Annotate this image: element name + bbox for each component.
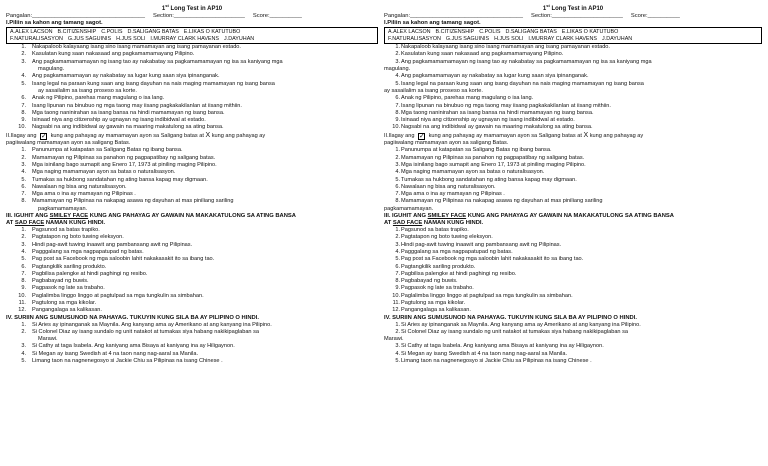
part2-list <box>6 147 378 213</box>
question-number: 3. <box>395 241 400 248</box>
choice-j: J.DAYUHAN <box>224 35 255 42</box>
section-field[interactable]: Section:______________________ <box>152 13 245 19</box>
choice-e: E.LIKAS O KATUTUBO <box>183 29 241 35</box>
question-text: Anak ng Pilipino, parehas mang magulang o isa lang. <box>401 95 534 102</box>
student-info-row <box>6 13 378 20</box>
question-text-cont: magulang. <box>384 66 411 73</box>
question-text: Hindi pag-awit tuwing inaawit ang pambansang awit ng Pilipinas. <box>32 241 193 248</box>
part2-instruction-cont: pagiiwalang mamamayan ayon sa saligang Batas. <box>384 140 509 147</box>
question-number: 1. <box>21 147 26 154</box>
question-text: Si Megan ay isang Swedish at 4 na taon nang nag-aaral sa Manila. <box>401 350 568 357</box>
question-number: 6. <box>395 183 400 190</box>
name-field[interactable]: Pangalan:___________________________________ <box>384 13 523 19</box>
question-text: Pagsunod sa batas trapiko. <box>32 227 100 234</box>
question-number: 4. <box>21 350 26 357</box>
question-text: Tumakas sa hukbong sandatahan ng ating bansa kapag may digmaan. <box>32 176 208 183</box>
part2-instruction: II.Ilagay ang ✓ kung ang pahayag ay mamamayan ayon sa Saligang batas at X kung ang pahayag ay <box>6 131 266 140</box>
question-number: 4. <box>395 73 400 80</box>
question-number: 3. <box>21 58 26 65</box>
check-box-icon: ✓ <box>419 132 425 140</box>
question-item <box>6 249 378 256</box>
question-number: 10. <box>18 124 26 131</box>
question-item <box>384 307 762 314</box>
question-item <box>384 117 762 124</box>
question-text: Mamamayan ng Pilipinas na nakapag asawa ng dayuhan at mas piniliang sariling <box>401 198 603 205</box>
question-text: Limang taon na nagnenegosyo si Jackie Chiu sa Pilipinas na isang Chinese . <box>401 358 592 365</box>
question-item <box>384 300 762 307</box>
question-item <box>6 147 378 154</box>
question-number: 11. <box>18 299 26 306</box>
choice-b: B.CITIZENSHIP <box>435 29 475 35</box>
question-number: 4. <box>395 350 400 357</box>
question-item <box>6 191 378 198</box>
question-text-cont: magulang. <box>38 66 65 73</box>
question-text: Nakapaloob kalayaang isang sino isang mamamayan ang isang pamayanan estado. <box>401 44 610 51</box>
part2-instruction: II.Ilagay ang ✓ kung ang pahayag ay mamamayan ayon sa Saligang batas at X kung ang pahayag ay <box>384 131 644 140</box>
question-text: Mga isinilang bago sumapit ang Enero 17, 1973 at piniling maging Pilipino. <box>32 161 217 168</box>
question-item <box>6 59 378 66</box>
choice-e: E.LIKAS O KATUTUBO <box>561 29 619 35</box>
question-number: 1. <box>395 44 400 51</box>
question-item <box>6 198 378 205</box>
question-item <box>384 249 762 256</box>
part3-heading: III. IGUHIT ANG SMILEY FACE KUNG ANG PAHAYAG AY GAWAIN NA MAKAKATULONG SA ATING BANSA <box>6 213 296 220</box>
question-number: 8. <box>395 109 400 116</box>
question-number: 1. <box>395 147 400 154</box>
question-text: Nawalaan ng bisa ang naturalisasyon. <box>401 183 496 190</box>
question-text: Pagbilisa palengke at hindi paghingi ng resibo. <box>401 270 517 277</box>
check-box-icon: ✓ <box>41 132 47 140</box>
question-text: Mga taong naninirahan sa isang bansa na hindi mamamayan ng isang bansa. <box>401 109 594 116</box>
question-text: Pagbilisa palengke at hindi paghingi ng resibo. <box>32 270 148 277</box>
question-item <box>6 264 378 271</box>
question-item <box>384 271 762 278</box>
choice-i: I.MURRAY CLARK HAVENS <box>528 35 598 42</box>
question-number: 9. <box>21 285 26 292</box>
question-number: 3. <box>21 161 26 168</box>
question-text: Pagtangkilik sariling produkto. <box>32 263 107 270</box>
question-number: 7. <box>21 270 26 277</box>
question-number: 3. <box>395 161 400 168</box>
question-number: 2. <box>21 51 26 58</box>
question-item <box>384 103 762 110</box>
part3-list <box>384 227 762 315</box>
question-item <box>6 66 378 73</box>
question-number: 6. <box>21 263 26 270</box>
question-item <box>384 191 762 198</box>
question-item <box>6 155 378 162</box>
question-number: 10. <box>392 292 400 299</box>
question-number: 10. <box>18 292 26 299</box>
score-field[interactable]: Score:__________ <box>630 13 680 19</box>
x-mark-icon: X <box>583 131 589 139</box>
word-bank-row-1 <box>10 29 374 36</box>
question-number: 7. <box>395 191 400 198</box>
question-text: Si Aries ay ipinanganak sa Maynila. Ang kanyang ama ay Amerikano at ang kanyang ina Pilipino. <box>401 321 641 328</box>
question-text: Ang pagkamamamayan ay nakabatay sa lugar kung saan siya ipinanganak. <box>32 73 220 80</box>
question-item <box>384 293 762 300</box>
question-text: Ang pagkamamamayan ay nakabatay sa lugar kung saan siya ipinanganak. <box>401 73 589 80</box>
question-text: Isang legal na paraan kung saan ang isang dayuhan na nais maging mamamayan ng isang bansa <box>401 80 644 87</box>
question-item <box>384 81 762 88</box>
question-text: Pagtulong sa mga kikolar. <box>401 299 466 306</box>
question-number: 3. <box>395 343 400 350</box>
part2-instruction-cont: pagiiwalang mamamayan ayon sa saligang Batas. <box>6 140 131 147</box>
test-title: 1st Long Test in AP10 <box>161 3 223 12</box>
question-text: Panunumpa at katapatan sa Saligang Batas ng ibang bansa. <box>32 147 183 154</box>
question-item <box>6 177 378 184</box>
question-item <box>6 256 378 263</box>
question-number: 5. <box>395 256 400 263</box>
choice-d: D.SALIGANG BATAS <box>127 29 179 35</box>
part4-heading: IV. SURIIN ANG SUMUSUNOD NA PAHAYAG. TUKUYIN KUNG SILA BA AY PILIPINO O HINDI. <box>384 314 637 321</box>
question-number: 9. <box>395 117 400 124</box>
question-item <box>384 95 762 102</box>
question-item <box>6 343 378 350</box>
choice-j: J.DAYUHAN <box>602 35 633 42</box>
part3-heading-cont: AT SAD FACE NAMAN KUNG HINDI. <box>6 220 106 227</box>
question-number: 5. <box>21 256 26 263</box>
question-item <box>384 169 762 176</box>
question-text: Si Colonel Diaz ay isang sundalo ng unit natakot at tumakas siya habang nakikipaglaban sa <box>32 328 260 335</box>
question-text: Pangangalaga sa kalikasan. <box>401 307 471 314</box>
part3-heading-cont: AT SAD FACE NAMAN KUNG HINDI. <box>384 220 484 227</box>
question-text: Isinaad niya ang citizenship ay ugnayan ng isang indibidwal at estado. <box>401 117 575 124</box>
part1-heading: I.Piliin sa kahon ang tamang sagot. <box>6 20 103 26</box>
question-text: Mamamayan ng Pilipinas sa panahon ng pagpapatibay ng saligang batas. <box>401 154 585 161</box>
question-text: Pagpasok ng late sa trabaho. <box>32 285 105 292</box>
question-number: 8. <box>395 278 400 285</box>
question-item <box>384 336 762 343</box>
question-text: Nawalaan ng bisa ang naturalisasyon. <box>32 183 127 190</box>
question-item <box>384 51 762 58</box>
word-bank <box>6 27 378 44</box>
question-text: Pagtatapon ng boto tuwing eleksyon. <box>401 234 493 241</box>
question-number: 5. <box>395 176 400 183</box>
question-text: Isang lipunan na binubuo ng mga taong may iisang pagkakakilanlan at iisang mithiin. <box>401 102 611 109</box>
question-item <box>384 162 762 169</box>
question-item <box>6 278 378 285</box>
question-text: Mga isinilang bago sumapit ang Enero 17, 1973 at piniling maging Pilipino. <box>401 161 586 168</box>
question-text: Kasulatan kung saan nakasaad ang pagkamamamayang Pilipino. <box>401 51 564 58</box>
question-item <box>384 234 762 241</box>
question-text: Mga naging mamamayan ayon sa batas o naturalisasyon. <box>32 169 176 176</box>
question-item <box>6 110 378 117</box>
name-field[interactable]: Pangalan:___________________________________ <box>6 13 145 19</box>
part1-heading: I.Piliin sa kahon ang tamang sagot. <box>384 20 481 26</box>
question-text: Mga taong naninirahan sa isang bansa na hindi mamamayan ng isang bansa. <box>32 109 225 116</box>
question-text: Nagsabi na ang indibidwal ay gawain na maaring makatulong sa ating bansa. <box>32 124 224 131</box>
question-text: Isang legal na paraan kung saan ang isang dayuhan na nais maging mamamayan ng isang bansa <box>32 80 275 87</box>
question-text: Pagtulong sa mga kikolar. <box>32 299 97 306</box>
question-number: 8. <box>21 278 26 285</box>
question-item <box>6 358 378 365</box>
question-text-cont: Marawi. <box>384 336 404 343</box>
question-item <box>384 73 762 80</box>
question-item <box>384 227 762 234</box>
choice-a: A.ALEX LACSON <box>10 29 53 35</box>
score-field[interactable]: Score:__________ <box>252 13 302 19</box>
question-text: Pagggalang sa mga nagpapatupad ng batas. <box>401 248 513 255</box>
question-text: Anak ng Pilipino, parehas mang magulang o isa lang. <box>32 95 165 102</box>
question-item <box>6 300 378 307</box>
question-number: 6. <box>395 95 400 102</box>
question-item <box>384 124 762 131</box>
question-item <box>384 59 762 66</box>
question-item <box>6 329 378 336</box>
question-text: Isang lipunan na binubuo ng mga taong may iisang pagkakakilanlan at iisang mithiin. <box>32 102 242 109</box>
test-title: 1st Long Test in AP10 <box>542 3 604 12</box>
question-item <box>384 155 762 162</box>
question-text: Si Aries ay ipinanganak sa Maynila. Ang kanyang ama ay Amerikano at ang kanyang ina Pilipino. <box>32 321 272 328</box>
choice-b: B.CITIZENSHIP <box>57 29 97 35</box>
question-item <box>6 95 378 102</box>
question-text-cont: Marawi. <box>38 336 58 343</box>
question-number: 11. <box>392 299 400 306</box>
question-text: Isinaad niya ang citizenship ay ugnayan ng isang indibidwal at estado. <box>32 117 206 124</box>
question-text: Kasulatan kung saan nakasaad ang pagkamamamayang Pilipino. <box>32 51 195 58</box>
question-item <box>6 169 378 176</box>
question-text: Mga naging mamamayan ayon sa batas o naturalisasyon. <box>401 169 545 176</box>
question-number: 8. <box>21 109 26 116</box>
question-number: 10. <box>392 124 400 131</box>
question-item <box>6 88 378 95</box>
question-number: 1. <box>21 321 26 328</box>
question-text: Pagbabayad ng buwis. <box>32 278 89 285</box>
question-number: 4. <box>395 169 400 176</box>
part3-heading: III. IGUHIT ANG SMILEY FACE KUNG ANG PAHAYAG AY GAWAIN NA MAKAKATULONG SA ATING BANSA <box>384 213 674 220</box>
question-item <box>6 227 378 234</box>
question-number: 1. <box>21 44 26 51</box>
question-number: 2. <box>395 154 400 161</box>
choice-c: C.POLIS <box>479 29 501 35</box>
question-item <box>6 81 378 88</box>
choice-g: G.JUS SAGUINIS <box>67 35 112 42</box>
question-number: 2. <box>395 328 400 335</box>
question-item <box>384 329 762 336</box>
question-item <box>6 307 378 314</box>
question-text: Ang pagkamamamamayan ng isang tao ay nakabatay sa pagkamamamayan ng isa sa kaniyang mga <box>401 58 652 65</box>
question-item <box>6 234 378 241</box>
question-item <box>6 44 378 51</box>
question-text: Mamamayan ng Pilipinas sa panahon ng pagpapatibay ng saligang batas. <box>32 154 216 161</box>
part1-list <box>384 44 762 132</box>
question-item <box>384 242 762 249</box>
question-number: 3. <box>21 241 26 248</box>
question-number: 4. <box>395 248 400 255</box>
question-number: 2. <box>395 51 400 58</box>
question-number: 7. <box>21 191 26 198</box>
question-item <box>384 343 762 350</box>
question-item <box>384 110 762 117</box>
part4-heading: IV. SURIIN ANG SUMUSUNOD NA PAHAYAG. TUKUYIN KUNG SILA BA AY PILIPINO O HINDI. <box>6 314 259 321</box>
question-item <box>384 88 762 95</box>
choice-i: I.MURRAY CLARK HAVENS <box>150 35 220 42</box>
question-text: Pagtatapon ng boto tuwing eleksyon. <box>32 234 124 241</box>
part1-list <box>6 44 378 132</box>
question-item <box>6 51 378 58</box>
question-number: 12. <box>392 307 400 314</box>
question-item <box>6 117 378 124</box>
question-item <box>384 184 762 191</box>
question-item <box>384 198 762 205</box>
question-number: 4. <box>21 248 26 255</box>
choice-g: G.JUS SAGUINIS <box>445 35 490 42</box>
question-item <box>384 177 762 184</box>
question-text: Hindi pag-awit tuwing inaawit ang pambansang awit ng Pilipinas. <box>401 241 562 248</box>
question-text: Si Colonel Diaz ay isang sundalo ng unit natakot at tumakas siya habang nakikipaglaban sa <box>401 328 629 335</box>
question-item <box>384 285 762 292</box>
question-number: 4. <box>21 73 26 80</box>
word-bank <box>384 27 762 44</box>
question-item <box>6 242 378 249</box>
question-item <box>6 285 378 292</box>
question-number: 3. <box>395 58 400 65</box>
question-number: 5. <box>21 358 26 365</box>
question-text: Pag post sa Facebook ng mga saloobin lahit nakakasakit ito sa ibang tao. <box>32 256 215 263</box>
question-item <box>6 162 378 169</box>
question-item <box>6 184 378 191</box>
question-number: 2. <box>21 154 26 161</box>
question-text: Paglalimba linggo linggo at pagtulpad sa mga tungkulin sa simbahan. <box>32 292 204 299</box>
part3-list <box>6 227 378 315</box>
question-item <box>6 293 378 300</box>
question-number: 8. <box>395 198 400 205</box>
question-item <box>384 278 762 285</box>
question-text: Mga ama o ina ay mamayan ng Pilipinas . <box>32 191 136 198</box>
question-text: Pagggalang sa mga nagpapatupad ng batas. <box>32 248 144 255</box>
question-item <box>6 124 378 131</box>
question-text: Limang taon na nagnenegosyo si Jackie Chiu sa Pilipinas na isang Chinese . <box>32 358 223 365</box>
question-text: Si Megan ay isang Swedish at 4 na taon nang nag-aaral sa Manila. <box>32 350 199 357</box>
question-number: 12. <box>18 307 26 314</box>
question-number: 6. <box>395 263 400 270</box>
part4-list <box>6 322 378 366</box>
question-item <box>384 147 762 154</box>
question-text: Pagpasok ng late sa trabaho. <box>401 285 474 292</box>
choice-a: A.ALEX LACSON <box>388 29 431 35</box>
question-item <box>384 264 762 271</box>
choice-f: F.NATURALISASYON <box>388 35 441 42</box>
question-text-cont: pagkamamamayan. <box>38 205 88 212</box>
question-text: Paglalimba linggo linggo at pagtulpad sa mga tungkulin sa simbahan. <box>401 292 573 299</box>
question-text-cont: pagkamamamayan. <box>384 205 434 212</box>
question-item <box>6 103 378 110</box>
question-number: 7. <box>395 102 400 109</box>
question-text-cont: ay sasailalim sa isang proseso sa korte. <box>38 87 137 94</box>
question-item <box>384 322 762 329</box>
question-number: 1. <box>395 321 400 328</box>
choice-d: D.SALIGANG BATAS <box>505 29 557 35</box>
choice-h: H.JUS SOLI <box>494 35 524 42</box>
question-number: 6. <box>21 95 26 102</box>
section-field[interactable]: Section:______________________ <box>530 13 623 19</box>
question-text-cont: ay sasailalim sa isang proseso sa korte. <box>384 87 483 94</box>
x-mark-icon: X <box>205 131 211 139</box>
question-number: 1. <box>395 227 400 234</box>
question-text: Pag post sa Facebook ng mga saloobin lahit nakakasakit ito sa ibang tao. <box>401 256 584 263</box>
question-number: 7. <box>21 102 26 109</box>
question-number: 5. <box>21 80 26 87</box>
question-text: Pagtangkilik sariling produkto. <box>401 263 476 270</box>
question-number: 1. <box>21 227 26 234</box>
question-item <box>6 73 378 80</box>
question-text: Panunumpa at katapatan sa Saligang Batas ng ibang bansa. <box>401 147 552 154</box>
question-item <box>6 206 378 213</box>
question-text: Pagbabayad ng buwis. <box>401 278 458 285</box>
question-number: 2. <box>21 234 26 241</box>
question-number: 8. <box>21 198 26 205</box>
part2-list <box>384 147 762 213</box>
question-item <box>384 351 762 358</box>
question-item <box>384 44 762 51</box>
choice-f: F.NATURALISASYON <box>10 35 63 42</box>
part4-list <box>384 322 762 366</box>
question-text: Mamamayan ng Pilipinas na nakapag asawa ng dayuhan at mas piniliang sariling <box>32 198 234 205</box>
question-number: 5. <box>395 80 400 87</box>
question-item <box>384 66 762 73</box>
word-bank-row-2 <box>10 36 374 43</box>
student-info-row <box>384 13 762 20</box>
question-text: Nagsabi na ang indibidwal ay gawain na maaring makatulong sa ating bansa. <box>401 124 593 131</box>
question-item <box>6 351 378 358</box>
question-text: Tumakas sa hukbong sandatahan ng ating bansa kapag may digmaan. <box>401 176 577 183</box>
question-number: 5. <box>395 358 400 365</box>
question-number: 6. <box>21 183 26 190</box>
question-item <box>384 256 762 263</box>
question-number: 9. <box>21 117 26 124</box>
question-item <box>6 322 378 329</box>
question-number: 5. <box>21 176 26 183</box>
test-page-right <box>384 0 768 466</box>
question-text: Pagsunod sa batas trapiko. <box>401 227 469 234</box>
choice-h: H.JUS SOLI <box>116 35 146 42</box>
word-bank-row-1 <box>388 29 758 36</box>
question-text: Si Cathy at taga Isabela. Ang kaniyang ama Bisaya at kaniyang ina ay Hiligaynon. <box>401 343 604 350</box>
question-text: Pangangalaga sa kalikasan. <box>32 307 102 314</box>
question-text: Ang pagkamamamamayan ng isang tao ay nakabatay sa pagkamamamayan ng isa sa kaniyang mga <box>32 58 283 65</box>
question-number: 2. <box>21 328 26 335</box>
question-number: 7. <box>395 270 400 277</box>
question-text: Nakapaloob kalayaang isang sino isang mamamayan ang isang pamayanan estado. <box>32 44 241 51</box>
question-item <box>6 271 378 278</box>
question-item <box>384 358 762 365</box>
question-text: Mga ama o ina ay mamayan ng Pilipinas . <box>401 191 505 198</box>
question-number: 9. <box>395 285 400 292</box>
question-item <box>6 336 378 343</box>
question-text: Si Cathy at taga Isabela. Ang kaniyang ama Bisaya at kaniyang ina ay Hiligaynon. <box>32 343 235 350</box>
question-item <box>384 206 762 213</box>
choice-c: C.POLIS <box>101 29 123 35</box>
question-number: 4. <box>21 169 26 176</box>
question-number: 2. <box>395 234 400 241</box>
question-number: 3. <box>21 343 26 350</box>
word-bank-row-2 <box>388 36 758 43</box>
